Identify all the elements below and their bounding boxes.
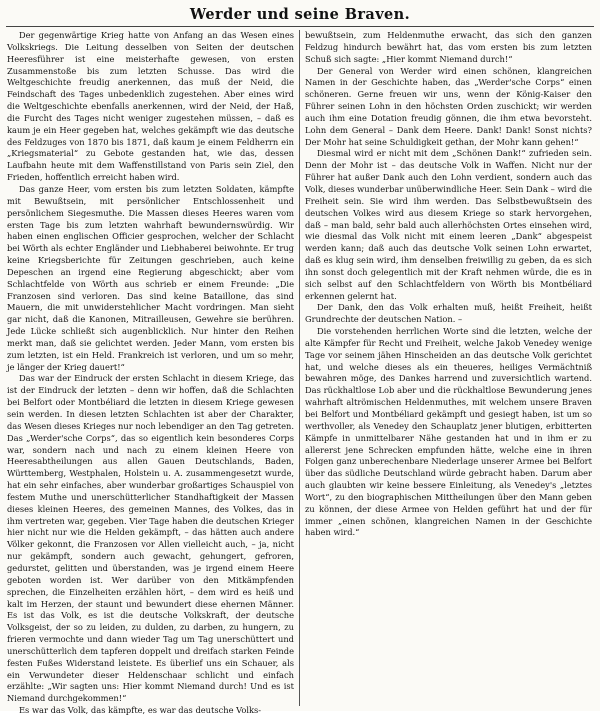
paragraph: Der General von Werder wird einen schönen, klangreichen Namen in der Geschichte haben, das „Werder'sche Corps“ einen schöneren. Gerne freuen wir uns, wenn der König-Kaiser den Führer seinen Lohn in den höchsten Orden zuschickt; wir werden auch ihm eine Dotation freudig gönnen, die ihm etwa bevorsteht. Lohn dem General – Dank dem Heere. Dank! Dank! Sonst nichts? Der Mohr hat seine Schuldigkeit gethan, der Mohr kann gehen!“: [305, 65, 592, 147]
paragraph: Der Dank, den das Volk erhalten muß, heißt Freiheit, heißt Grundrechte der deutschen Nation. –: [305, 302, 592, 325]
article-title: Werder und seine Braven.: [189, 6, 411, 23]
paragraph: bewußtsein, zum Heldenmuthe erwacht, das sich den ganzen Feldzug hindurch bewährt hat, das vom ersten bis zum letzten Schuß sich sagte: „Hier kommt Niemand durch!“: [305, 30, 592, 64]
paragraph: Diesmal wird er nicht mit dem „Schönen Dank!“ zufrieden sein. Denn der Mohr ist – das deutsche Volk in Waffen. Nicht nur der Führer hat außer Dank auch den Lohn verdient, sondern auch das Volk, dieses wunderbar unüberwindliche Heer. Sein Dank – wird die Freiheit sein. Sie wird ihm werden. Das Selbstbewußtsein des deutschen Volkes wird aus diesem Kriege so stark hervorgehen, daß – man bald, sehr bald auch allerhöchsten Ortes einsehen wird, wie diesmal das Volk nicht mit einem leeren „Dank“ abgespeist werden kann; daß auch das deutsche Volk seinen Lohn erwartet, daß es klug sein wird, ihm denselben freiwillig zu geben, da es sich ihn sonst doch gelegentlich mit der Kraft nehmen würde, die es in sich selbst auf den Schlachtfeldern von Wörth bis Montbéliard erkennen gelernt hat.: [305, 148, 592, 301]
left-column: [7, 30, 294, 716]
paragraph: Das war der Eindruck der ersten Schlacht in diesem Kriege, das ist der Eindruck der letzten – denn wir hoffen, daß die Schlachten bei Belfort oder Montbéliard die letzten in diesem Kriege gewesen sein werden. In diesen letzten Schlachten ist aber der Charakter, das Wesen dieses Krieges nur noch lebendiger an den Tag getreten. Das „Werder'sche Corps“, das so eigentlich kein besonderes Corps war, sondern nach und nach zu einem kleinen Heere von Heeresabtheilungen aus allen Gauen Deutschlands, Baden, Württemberg, Westphalen, Holstein u. A. zusammengesetzt wurde, hat ein sehr einfaches, aber wunderbar großartiges Schauspiel von festem Muthe und unerschütterlicher Standhaftigkeit der Massen dieses kleinen Heeres, des gemeinen Mannes, des Volkes, das in ihm vertreten war, gegeben. Vier Tage haben die deutschen Krieger hier nicht nur wie die Helden gekämpft, – das hätten auch andere Völker gekonnt, die Franzosen vor Allen vielleicht auch, – ja, nicht nur gekämpft, sondern auch gewacht, gehungert, gefroren, gedurstet, gelitten und überstanden, was je irgend einem Heere geboten worden ist. Wer darüber von den Mitkämpfenden sprechen, die Einzelheiten erzählen hört, – dem wird es heiß und kalt im Herzen, der staunt und bewundert diese ehernen Männer. Es ist das Volk, es ist die deutsche Volkskraft, der deutsche Volksgeist, der so zu leiden, zu dulden, zu darben, zu hungern, zu frieren vermochte und dann wieder Tag um Tag unerschüttert und unerschütterlich dem tapferen doppelt und dreifach starken Feinde festen Fußes Widerstand leistete. Es überlief uns ein Schauer, als ein Verwundeter dieser Heldenschaar schlicht und einfach erzählte: „Wir sagten uns: Hier kommt Niemand durch! Und es ist Niemand durchgekommen!“: [7, 373, 294, 704]
paragraph: Es war das Volk, das kämpfte, es war das deutsche Volks-: [19, 705, 262, 716]
paragraph: Das ganze Heer, vom ersten bis zum letzten Soldaten, kämpfte mit Bewußtsein, mit persönlicher Entschlossenheit und persönlichem Siegesmuthe. Die Massen dieses Heeres waren vom ersten Tage bis zum letzten wahrhaft bewundernswürdig. Wir haben einen englischen Officier gesprochen, welcher der Schlacht bei Wörth als echter Engländer und Liebhaberei beiwohnte. Er trug keine Kriegsberichte für Zeitungen geschrieben, auch keine Depeschen an irgend eine Regierung abgeschickt; aber vom Schlachtfelde von Wörth aus schrieb er einem Freunde: „Die Franzosen sind verloren. Das sind keine Bataillone, das sind Mauern, die mit unwiderstehlicher Macht vordringen. Man sieht gar nicht, daß die Kanonen, Mitrailleusen, Gewehre sie berühren. Jede Lücke schließt sich augenblicklich. Nur hinter den Reihen merkt man, daß sie gelichtet werden. Jeder Mann, vom ersten bis zum letzten, ist ein Held. Frankreich ist verloren, und um so mehr, je länger der Krieg dauert!“: [7, 183, 294, 372]
right-column: [305, 30, 592, 708]
title-rule: [6, 26, 594, 27]
column-divider: [299, 30, 300, 706]
paragraph: Die vorstehenden herrlichen Worte sind die letzten, welche der alte Kämpfer für Recht und Freiheit, welche Jakob Venedey wenige Tage vor seinem jähen Hinscheiden an das deutsche Volk gerichtet hat, und welche dieses als ein theueres, heiliges Vermächtniß bewahren möge, des Dankes harrend und zuversichtlich wartend. Das rückhaltlose Lob aber und die rückhaltlose Bewunderung jenes wahrhaft altrömischen Heldenmuthes, mit welchem unsere Braven bei Belfort und Montbéliard gekämpft und gesiegt haben, ist um so werthvoller, als Venedey den Schauplatz jener blutigen, erbitterten Kämpfe in unmittelbarer Nähe gestanden hat und in ihm er zu allererst jene Schrecken empfunden hätte, welche eine in ihren Folgen ganz unberechenbare Niederlage unserer Armee bei Belfort über das südliche Deutschland würde gebracht haben. Darum aber auch glaubten wir keine bessere Einleitung, als Venedey's „letztes Wort“, zu den biographischen Mittheilungen über den Mann geben zu können, der diese Armee von Helden geführt hat und der für immer „einen schönen, klangreichen Namen in der Geschichte haben wird.“: [305, 326, 592, 538]
paragraph: Der gegenwärtige Krieg hatte von Anfang an das Wesen eines Volkskriegs. Die Leitung desselben von Seiten der deutschen Heeresführer ist eine meisterhafte gewesen, von ersten Zusammenstoße bis zum letzten Schusse. Das wird die Weltgeschichte freudig anerkennen, das muß der Neid, die Feindschaft des Tages unbedenklich zugestehen. Aber eines wird die Weltgeschichte ebenfalls anerkennen, wird der Neid, der Haß, die Furcht des Tages nicht weniger zugestehen müssen, – daß es kaum je ein Heer gegeben hat, welches gekämpft wie das deutsche des Feldzuges von 1870 bis 1871, daß kaum je einem Feldherrn ein „Kriegsmaterial“ zu Gebote gestanden hat, wie das, dessen Laufbahn heute mit dem Waffenstillstand von Paris sein Ziel, den Frieden, hoffentlich erreicht haben wird.: [7, 30, 294, 183]
